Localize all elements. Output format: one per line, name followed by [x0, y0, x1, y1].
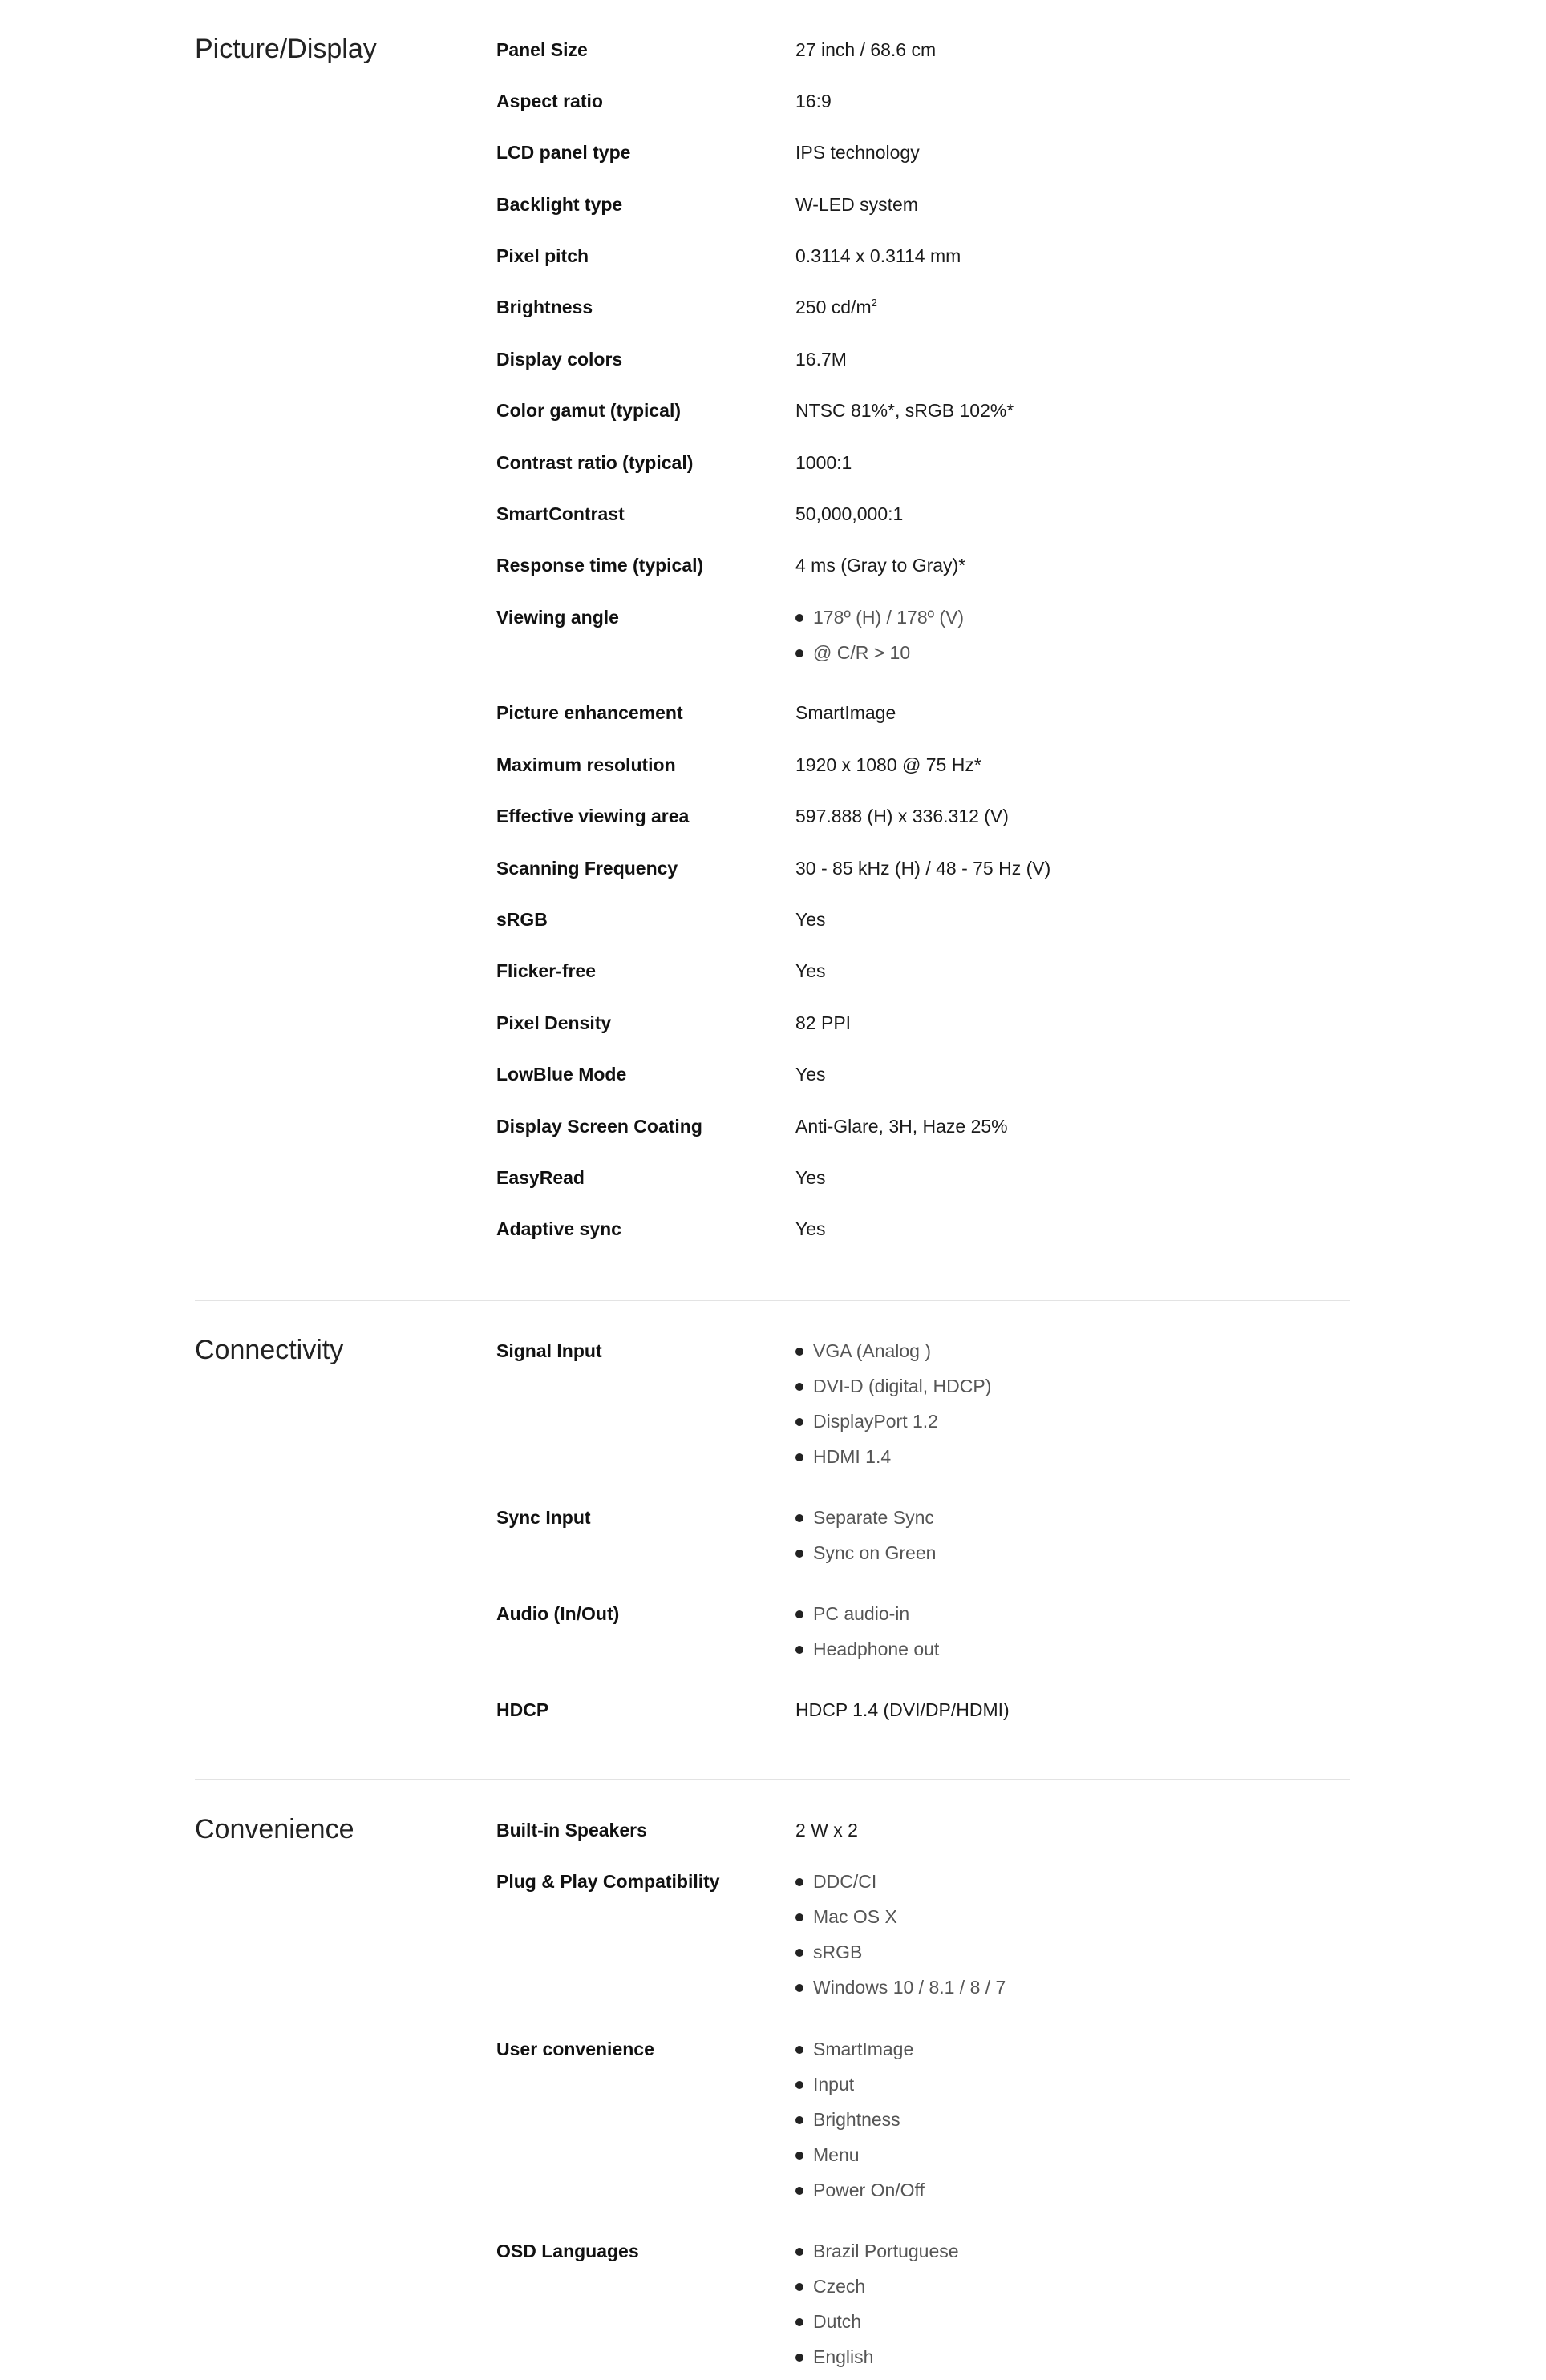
spec-value: 82 PPI	[795, 1012, 852, 1033]
section-divider	[195, 1779, 1350, 1780]
spec-label: Pixel pitch	[496, 245, 589, 266]
spec-label: Scanning Frequency	[496, 858, 678, 879]
list-item: Input	[795, 2072, 925, 2107]
list-item: DDC/CI	[795, 1869, 1006, 1905]
spec-label: HDCP	[496, 1699, 549, 1720]
section-title: Connectivity	[195, 1335, 344, 1365]
spec-label: Adaptive sync	[496, 1218, 621, 1239]
spec-label: SmartContrast	[496, 503, 625, 524]
spec-value: 16.7M	[795, 349, 847, 370]
spec-label: Pixel Density	[496, 1012, 612, 1033]
spec-label: Contrast ratio (typical)	[496, 452, 694, 473]
spec-value: Yes	[795, 1064, 826, 1085]
spec-value: IPS technology	[795, 142, 920, 163]
spec-label: User convenience	[496, 2039, 654, 2059]
spec-value: Yes	[795, 960, 826, 981]
spec-value: 1920 x 1080 @ 75 Hz*	[795, 754, 981, 775]
spec-value: 1000:1	[795, 452, 852, 473]
list-item: SmartImage	[795, 2037, 925, 2072]
spec-label: Built-in Speakers	[496, 1820, 647, 1841]
spec-label: Effective viewing area	[496, 806, 690, 826]
spec-label: Plug & Play Compatibility	[496, 1871, 720, 1892]
spec-value: HDCP 1.4 (DVI/DP/HDMI)	[795, 1699, 1010, 1720]
spec-label: Flicker-free	[496, 960, 597, 981]
spec-value-list	[795, 1869, 1006, 2010]
list-item: Headphone out	[795, 1637, 939, 1672]
spec-label: Brightness	[496, 297, 593, 317]
list-item: HDMI 1.4	[795, 1445, 991, 1480]
spec-value: 27 inch / 68.6 cm	[795, 39, 937, 60]
spec-label: Maximum resolution	[496, 754, 676, 775]
spec-value-list	[795, 2239, 959, 2380]
spec-label: sRGB	[496, 909, 548, 930]
list-item: PC audio-in	[795, 1602, 939, 1637]
spec-value: 597.888 (H) x 336.312 (V)	[795, 806, 1009, 826]
spec-label: Signal Input	[496, 1340, 602, 1361]
spec-label: LCD panel type	[496, 142, 631, 163]
spec-value: 50,000,000:1	[795, 503, 904, 524]
spec-label: Viewing angle	[496, 607, 619, 628]
spec-value: Anti-Glare, 3H, Haze 25%	[795, 1116, 1008, 1137]
spec-value: W-LED system	[795, 194, 918, 215]
spec-value: SmartImage	[795, 702, 896, 723]
brightness-unit-superscript: 2	[871, 297, 877, 309]
list-item: @ C/R > 10	[795, 640, 964, 676]
section-divider	[195, 1300, 1350, 1301]
list-item: DVI-D (digital, HDCP)	[795, 1374, 991, 1409]
list-item: Brightness	[795, 2107, 925, 2143]
spec-label: Color gamut (typical)	[496, 400, 682, 421]
list-item: Separate Sync	[795, 1505, 936, 1541]
spec-value-list	[795, 605, 964, 676]
spec-value	[795, 295, 877, 319]
spec-value: 30 - 85 kHz (H) / 48 - 75 Hz (V)	[795, 858, 1051, 879]
list-item: Brazil Portuguese	[795, 2239, 959, 2274]
spec-value: Yes	[795, 909, 826, 930]
list-item: Czech	[795, 2274, 959, 2309]
spec-value-list	[795, 1505, 936, 1576]
list-item: 178º (H) / 178º (V)	[795, 605, 964, 640]
spec-value: NTSC 81%*, sRGB 102%*	[795, 400, 1014, 421]
spec-value: Yes	[795, 1218, 826, 1239]
list-item: English	[795, 2345, 959, 2380]
spec-value: 16:9	[795, 91, 832, 111]
list-item: Mac OS X	[795, 1905, 1006, 1940]
spec-label: Response time (typical)	[496, 555, 704, 576]
spec-label: Picture enhancement	[496, 702, 683, 723]
spec-value-list	[795, 1339, 991, 1480]
spec-label: OSD Languages	[496, 2241, 639, 2261]
spec-label: Aspect ratio	[496, 91, 603, 111]
spec-label: LowBlue Mode	[496, 1064, 627, 1085]
list-item: DisplayPort 1.2	[795, 1409, 991, 1445]
list-item: Windows 10 / 8.1 / 8 / 7	[795, 1975, 1006, 2010]
list-item: Power On/Off	[795, 2178, 925, 2213]
brightness-value: 250 cd/m	[795, 297, 872, 317]
list-item: Sync on Green	[795, 1541, 936, 1576]
spec-value: 4 ms (Gray to Gray)*	[795, 555, 966, 576]
spec-label: Backlight type	[496, 194, 623, 215]
section-title: Picture/Display	[195, 34, 377, 64]
list-item: Dutch	[795, 2309, 959, 2345]
spec-label: Audio (In/Out)	[496, 1603, 620, 1624]
spec-label: Panel Size	[496, 39, 588, 60]
spec-label: EasyRead	[496, 1167, 585, 1188]
spec-label: Display colors	[496, 349, 623, 370]
spec-value-list	[795, 1602, 939, 1672]
spec-value: 0.3114 x 0.3114 mm	[795, 245, 961, 266]
spec-label: Sync Input	[496, 1507, 591, 1528]
spec-value: Yes	[795, 1167, 826, 1188]
section-title: Convenience	[195, 1814, 354, 1845]
list-item: VGA (Analog )	[795, 1339, 991, 1374]
spec-label: Display Screen Coating	[496, 1116, 702, 1137]
list-item: sRGB	[795, 1940, 1006, 1975]
spec-value-list	[795, 2037, 925, 2213]
list-item: Menu	[795, 2143, 925, 2178]
spec-value: 2 W x 2	[795, 1820, 858, 1841]
